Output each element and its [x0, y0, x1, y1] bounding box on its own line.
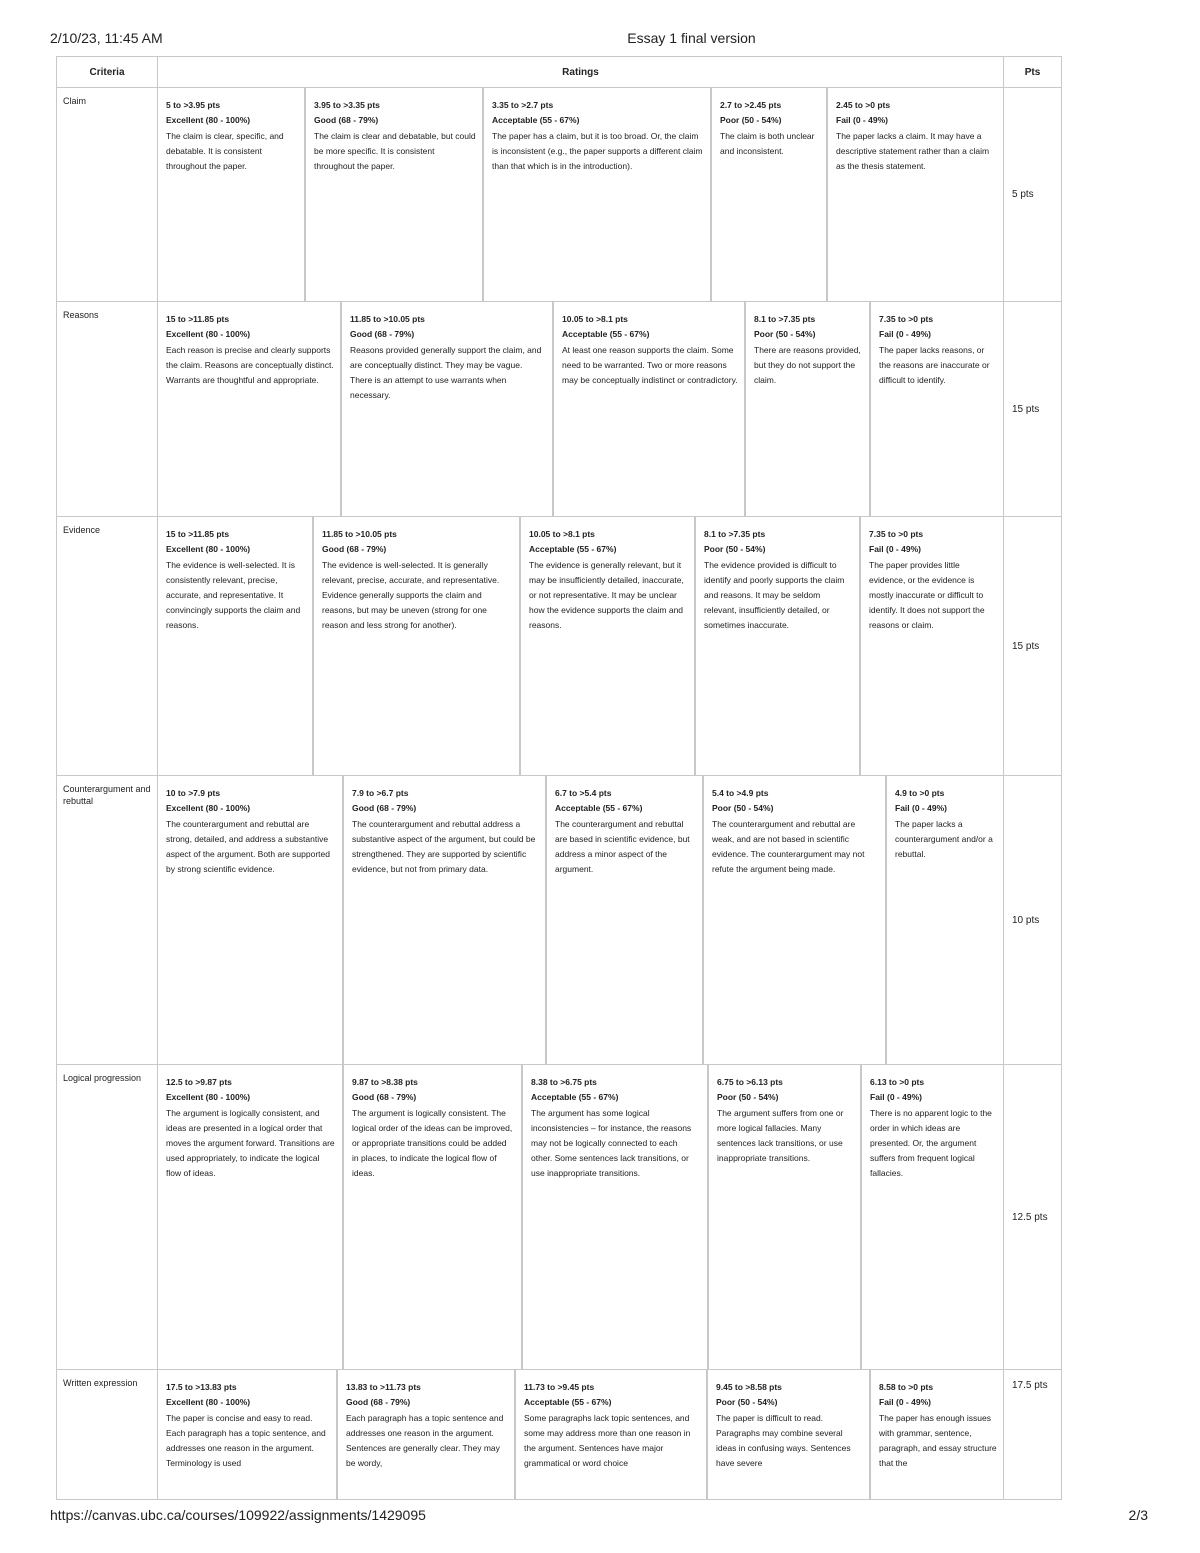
rating-description: Each reason is precise and clearly supports the claim. Reasons are conceptually distinct. Warrants are thoughtful and appropriate.	[166, 345, 334, 385]
rating-fail[interactable]	[828, 88, 1003, 301]
page-number: 2/3	[1128, 1507, 1148, 1523]
rating-description: The argument is logically consistent, and ideas are presented in a logical order that moves the argument forward. Transitions are used appropriately, to indicate the logical flow of ideas.	[166, 1108, 335, 1178]
rating-range: 5.4 to >4.9 pts	[712, 788, 769, 798]
rating-description: The paper lacks reasons, or the reasons are inaccurate or difficult to identify.	[879, 345, 990, 385]
rating-range: 11.85 to >10.05 pts	[350, 314, 425, 324]
rubric-header-row	[57, 57, 1062, 88]
rubric-table	[56, 56, 1062, 1500]
rating-label: Good (68 - 79%)	[322, 544, 387, 554]
rating-description: The counterargument and rebuttal address a substantive aspect of the argument, but could be strengthened. They are supported by scientific evidence, but not from primary data.	[352, 819, 536, 874]
rating-range: 10.05 to >8.1 pts	[562, 314, 628, 324]
rating-description: There are reasons provided, but they do not support the claim.	[754, 345, 861, 385]
ratings-cell	[158, 302, 1004, 517]
rating-label: Good (68 - 79%)	[346, 1397, 411, 1407]
rating-label: Fail (0 - 49%)	[895, 803, 947, 813]
rating-range: 8.1 to >7.35 pts	[704, 529, 766, 539]
rating-range: 9.87 to >8.38 pts	[352, 1077, 418, 1087]
rating-good[interactable]	[338, 1370, 516, 1499]
rating-excellent[interactable]	[158, 776, 344, 1064]
rating-range: 15 to >11.85 pts	[166, 314, 230, 324]
rating-range: 15 to >11.85 pts	[166, 529, 230, 539]
rating-label: Fail (0 - 49%)	[879, 329, 931, 339]
rating-description: The evidence is generally relevant, but it may be insufficiently detailed, inaccurate, or not representative. It may be unclear how the evidence supports the claim and reasons.	[529, 560, 684, 630]
rating-label: Good (68 - 79%)	[314, 115, 379, 125]
rating-label: Acceptable (55 - 67%)	[492, 115, 580, 125]
ratings-cell	[158, 1370, 1004, 1500]
ratings-grid	[158, 88, 1003, 301]
rating-label: Excellent (80 - 100%)	[166, 544, 251, 554]
rating-range: 13.83 to >11.73 pts	[346, 1382, 421, 1392]
rating-fail[interactable]	[862, 1065, 1003, 1369]
rating-range: 7.35 to >0 pts	[869, 529, 924, 539]
rubric-row-counterargument	[57, 776, 1062, 1065]
rating-label: Poor (50 - 54%)	[704, 544, 766, 554]
rating-range: 2.7 to >2.45 pts	[720, 100, 782, 110]
rating-good[interactable]	[344, 1065, 523, 1369]
rating-range: 8.58 to >0 pts	[879, 1382, 934, 1392]
rating-description: The paper has enough issues with grammar, sentence, paragraph, and essay structure that the	[879, 1413, 997, 1468]
rating-description: There is no apparent logic to the order in which ideas are presented. Or, the argument suffers from frequent logical fallacies.	[870, 1108, 992, 1178]
points-cell: 5 pts	[1004, 88, 1062, 302]
criterion-cell: Evidence	[57, 517, 158, 776]
rating-poor[interactable]	[708, 1370, 871, 1499]
rating-label: Poor (50 - 54%)	[712, 803, 774, 813]
points-cell: 17.5 pts	[1004, 1370, 1062, 1500]
points-cell: 15 pts	[1004, 302, 1062, 517]
rubric-row-claim	[57, 88, 1062, 302]
ratings-cell	[158, 776, 1004, 1065]
rating-excellent[interactable]	[158, 302, 342, 516]
rating-acceptable[interactable]	[516, 1370, 708, 1499]
rating-description: At least one reason supports the claim. Some need to be warranted. Two or more reasons may be conceptually indistinct or contradictory.	[562, 345, 738, 385]
rating-description: The counterargument and rebuttal are weak, and are not based in scientific evidence. The counterargument may not refute the argument being made.	[712, 819, 865, 874]
rubric-row-logical-progression	[57, 1065, 1062, 1370]
rating-range: 9.45 to >8.58 pts	[716, 1382, 782, 1392]
page-url: https://canvas.ubc.ca/courses/109922/assignments/1429095	[50, 1507, 426, 1523]
rating-fail[interactable]	[887, 776, 1003, 1064]
rating-label: Good (68 - 79%)	[350, 329, 415, 339]
rating-range: 5 to >3.95 pts	[166, 100, 221, 110]
rating-good[interactable]	[344, 776, 547, 1064]
rating-range: 4.9 to >0 pts	[895, 788, 945, 798]
page-title: Essay 1 final version	[627, 30, 756, 46]
rating-label: Good (68 - 79%)	[352, 803, 417, 813]
rating-label: Acceptable (55 - 67%)	[529, 544, 617, 554]
ratings-header: Ratings	[158, 57, 1004, 88]
rating-label: Fail (0 - 49%)	[836, 115, 888, 125]
ratings-grid	[158, 776, 1003, 1064]
ratings-cell	[158, 88, 1004, 302]
rating-label: Good (68 - 79%)	[352, 1092, 417, 1102]
rating-poor[interactable]	[696, 517, 861, 775]
rating-poor[interactable]	[704, 776, 887, 1064]
rating-label: Acceptable (55 - 67%)	[531, 1092, 619, 1102]
rating-range: 10.05 to >8.1 pts	[529, 529, 595, 539]
rating-excellent[interactable]	[158, 517, 314, 775]
ratings-grid	[158, 1065, 1003, 1369]
rating-acceptable[interactable]	[484, 88, 712, 301]
rating-description: The counterargument and rebuttal are based in scientific evidence, but address a minor aspect of the argument.	[555, 819, 690, 874]
pts-header: Pts	[1004, 57, 1062, 88]
criterion-cell: Written expression	[57, 1370, 158, 1500]
rubric-row-evidence	[57, 517, 1062, 776]
rating-label: Fail (0 - 49%)	[870, 1092, 922, 1102]
rating-label: Fail (0 - 49%)	[869, 544, 921, 554]
points-cell: 12.5 pts	[1004, 1065, 1062, 1370]
rating-description: The evidence provided is difficult to identify and poorly supports the claim and reasons. It may be seldom relevant, insufficiently detailed, or sometimes inaccurate.	[704, 560, 845, 630]
ratings-grid	[158, 302, 1003, 516]
rating-range: 8.38 to >6.75 pts	[531, 1077, 597, 1087]
rating-range: 3.95 to >3.35 pts	[314, 100, 380, 110]
rating-acceptable[interactable]	[547, 776, 704, 1064]
rating-poor[interactable]	[712, 88, 828, 301]
ratings-cell	[158, 517, 1004, 776]
rating-label: Poor (50 - 54%)	[716, 1397, 778, 1407]
rating-label: Poor (50 - 54%)	[720, 115, 782, 125]
rating-description: The argument has some logical inconsistencies – for instance, the reasons may not be logically connected to each other. Some sentences lack transitions, or use inappropriate transitions.	[531, 1108, 692, 1178]
points-cell: 10 pts	[1004, 776, 1062, 1065]
rating-range: 10 to >7.9 pts	[166, 788, 221, 798]
rating-label: Excellent (80 - 100%)	[166, 1397, 251, 1407]
rating-description: The argument suffers from one or more logical fallacies. Many sentences lack transitions, or use inappropriate transitions.	[717, 1108, 844, 1163]
criterion-cell: Counterargument and rebuttal	[57, 776, 158, 1065]
rating-description: The evidence is well-selected. It is consistently relevant, precise, accurate, and representative. It convincingly supports the claim and reasons.	[166, 560, 301, 630]
rating-label: Acceptable (55 - 67%)	[555, 803, 643, 813]
rating-range: 11.85 to >10.05 pts	[322, 529, 397, 539]
rating-label: Excellent (80 - 100%)	[166, 115, 251, 125]
rating-description: The argument is logically consistent. The logical order of the ideas can be improved, or appropriate transitions could be added in places, to indicate the logical flow of ideas.	[352, 1108, 513, 1178]
points-cell: 15 pts	[1004, 517, 1062, 776]
rating-range: 7.35 to >0 pts	[879, 314, 934, 324]
rating-range: 8.1 to >7.35 pts	[754, 314, 816, 324]
ratings-grid	[158, 517, 1003, 775]
rating-excellent[interactable]	[158, 1065, 344, 1369]
rating-fail[interactable]	[871, 302, 1003, 516]
rating-label: Excellent (80 - 100%)	[166, 803, 251, 813]
rating-description: The paper is concise and easy to read. Each paragraph has a topic sentence, and addresses one reason in the argument. Terminology is used	[166, 1413, 326, 1468]
rating-description: The claim is clear, specific, and debatable. It is consistent throughout the paper.	[166, 131, 284, 171]
rating-label: Excellent (80 - 100%)	[166, 329, 251, 339]
rating-description: The counterargument and rebuttal are strong, detailed, and address a substantive aspect of the argument. Both are supported by strong scientific evidence.	[166, 819, 330, 874]
rating-excellent[interactable]	[158, 1370, 338, 1499]
criteria-header: Criteria	[57, 57, 158, 88]
rating-description: The paper lacks a counterargument and/or a rebuttal.	[895, 819, 993, 859]
rating-range: 2.45 to >0 pts	[836, 100, 891, 110]
rating-range: 6.13 to >0 pts	[870, 1077, 925, 1087]
criterion-cell: Reasons	[57, 302, 158, 517]
rating-label: Acceptable (55 - 67%)	[562, 329, 650, 339]
rating-description: The claim is both unclear and inconsistent.	[720, 131, 815, 156]
rating-poor[interactable]	[709, 1065, 862, 1369]
rating-description: Each paragraph has a topic sentence and addresses one reason in the argument. Sentences are generally clear. They may be wordy,	[346, 1413, 504, 1468]
rating-label: Acceptable (55 - 67%)	[524, 1397, 612, 1407]
rating-description: The claim is clear and debatable, but could be more specific. It is consistent throughout the paper.	[314, 131, 476, 171]
ratings-grid	[158, 1370, 1003, 1499]
rating-description: The evidence is well-selected. It is generally relevant, precise, accurate, and representative. Evidence generally supports the claim and reasons, but may be uneven (strong for one reason and less strong for another).	[322, 560, 500, 630]
rubric-row-written-expression	[57, 1370, 1062, 1500]
rating-range: 17.5 to >13.83 pts	[166, 1382, 237, 1392]
rating-fail[interactable]	[871, 1370, 1003, 1499]
rating-good[interactable]	[342, 302, 554, 516]
rating-description: Some paragraphs lack topic sentences, and some may address more than one reason in the argument. Sentences have major grammatical or word choice	[524, 1413, 691, 1468]
rating-description: The paper is difficult to read. Paragraphs may combine several ideas in confusing ways. Sentences have severe	[716, 1413, 851, 1468]
criterion-cell: Logical progression	[57, 1065, 158, 1370]
rating-description: The paper provides little evidence, or the evidence is mostly inaccurate or difficult to identify. It does not support the reasons or claim.	[869, 560, 985, 630]
rating-good[interactable]	[306, 88, 484, 301]
rating-description: Reasons provided generally support the claim, and are conceptually distinct. They may be vague. There is an attempt to use warrants when necessary.	[350, 345, 542, 400]
rating-description: The paper lacks a claim. It may have a descriptive statement rather than a claim as the thesis statement.	[836, 131, 990, 171]
rating-poor[interactable]	[746, 302, 871, 516]
rating-range: 3.35 to >2.7 pts	[492, 100, 554, 110]
rating-acceptable[interactable]	[521, 517, 696, 775]
criterion-cell: Claim	[57, 88, 158, 302]
rating-label: Excellent (80 - 100%)	[166, 1092, 251, 1102]
rating-description: The paper has a claim, but it is too broad. Or, the claim is inconsistent (e.g., the paper supports a different claim than that which is in the introduction).	[492, 131, 703, 171]
rating-range: 11.73 to >9.45 pts	[524, 1382, 595, 1392]
rating-range: 12.5 to >9.87 pts	[166, 1077, 232, 1087]
print-datetime: 2/10/23, 11:45 AM	[50, 30, 163, 46]
rating-good[interactable]	[314, 517, 521, 775]
rating-range: 7.9 to >6.7 pts	[352, 788, 409, 798]
rating-range: 6.75 to >6.13 pts	[717, 1077, 783, 1087]
rating-acceptable[interactable]	[523, 1065, 709, 1369]
rating-acceptable[interactable]	[554, 302, 746, 516]
rating-excellent[interactable]	[158, 88, 306, 301]
rating-range: 6.7 to >5.4 pts	[555, 788, 612, 798]
rating-label: Poor (50 - 54%)	[754, 329, 816, 339]
rating-label: Fail (0 - 49%)	[879, 1397, 931, 1407]
rating-fail[interactable]	[861, 517, 1003, 775]
rating-label: Poor (50 - 54%)	[717, 1092, 779, 1102]
ratings-cell	[158, 1065, 1004, 1370]
rubric-row-reasons	[57, 302, 1062, 517]
